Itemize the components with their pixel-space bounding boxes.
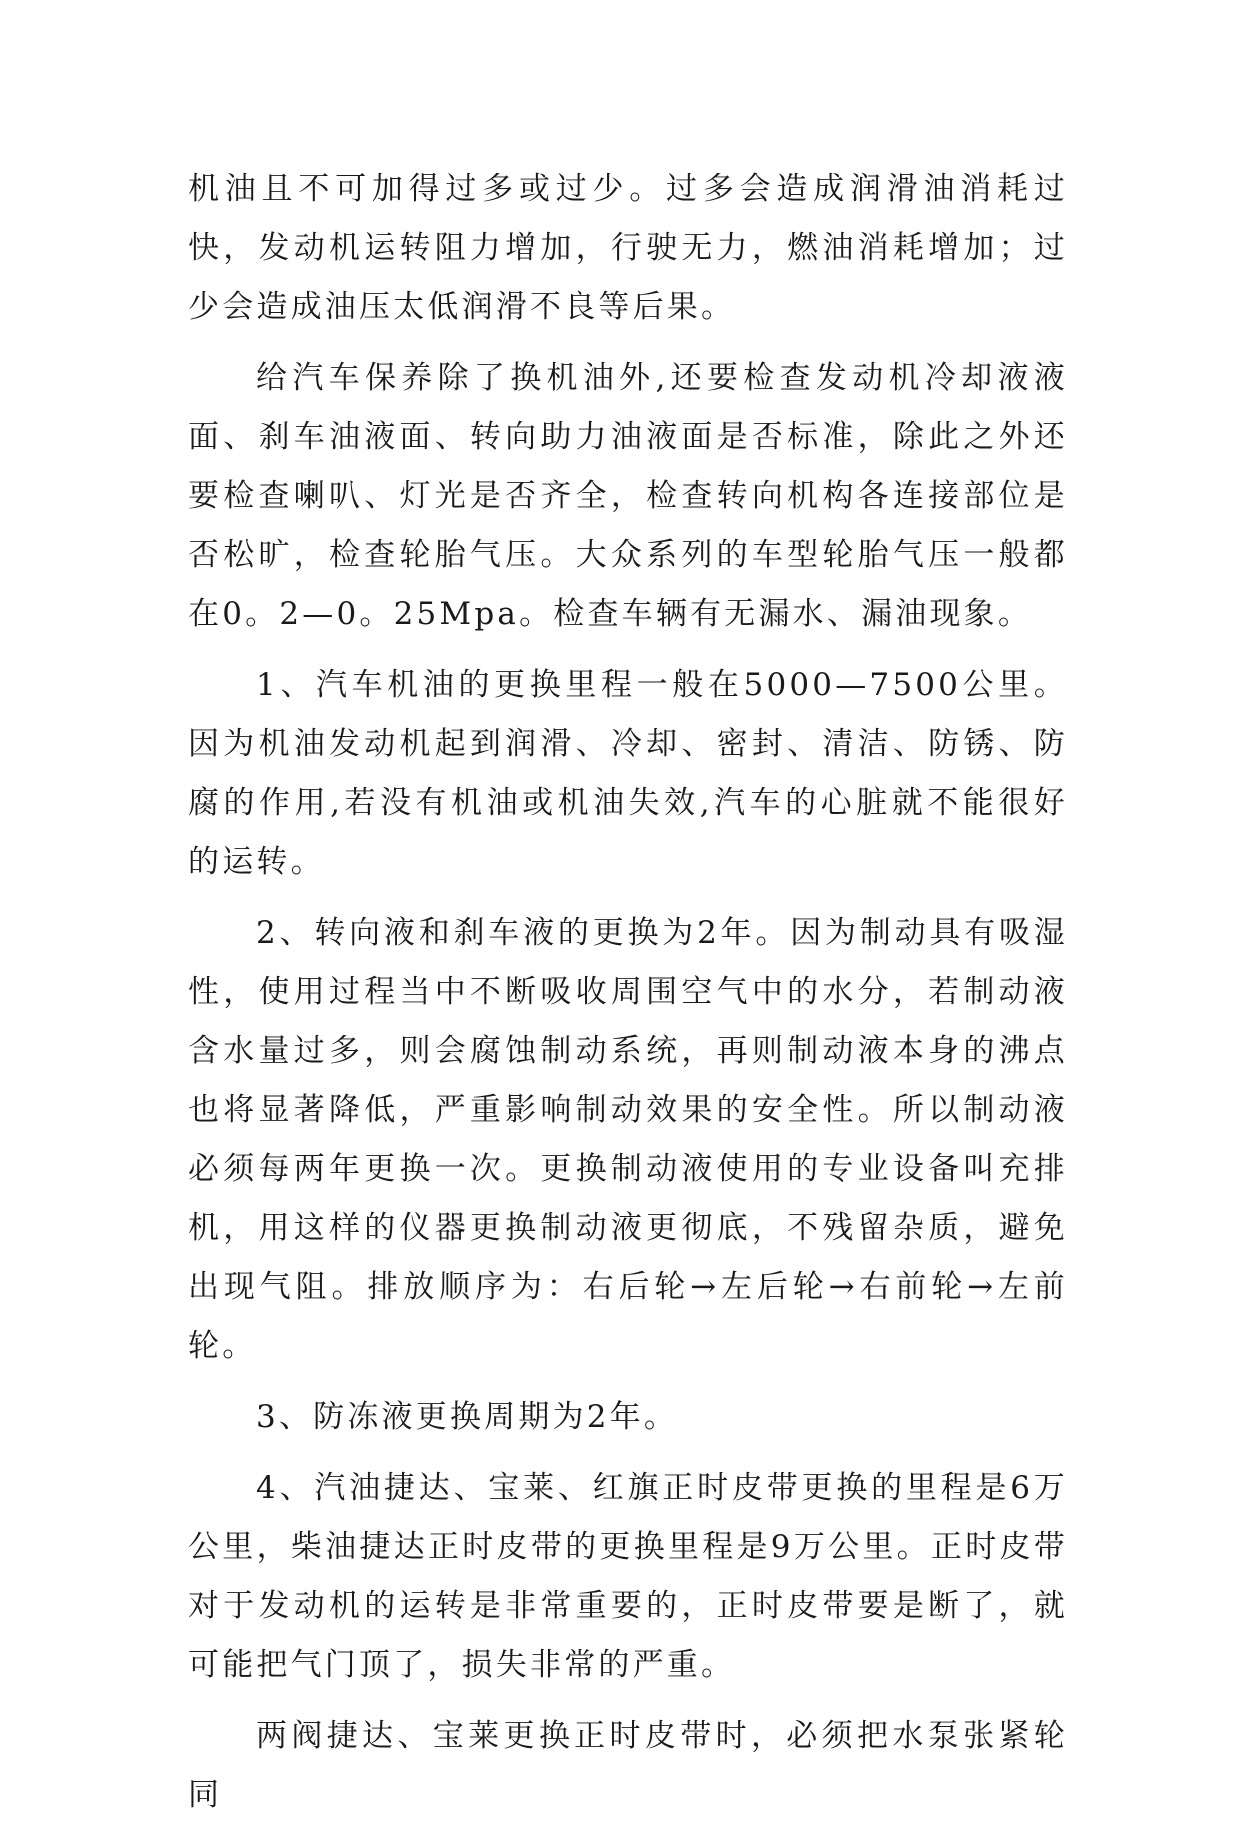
paragraph-item-3-antifreeze: 3、防冻液更换周期为2年。 [256, 1399, 679, 1435]
document-body [188, 160, 1068, 1837]
paragraph-maintenance-checks: 给汽车保养除了换机油外,还要检查发动机冷却液液面、刹车油液面、转向助力油液面是否标准，除此之外还要检查喇叭、灯光是否齐全，检查转向机构各连接部位是否松旷，检查轮胎气压。大众系列的车型轮胎气压一般都在0。2—0。25Mpa。检查车辆有无漏水、漏油现象。 [188, 360, 1068, 632]
paragraph-item-1-oil-change: 1、汽车机油的更换里程一般在5000—7500公里。因为机油发动机起到润滑、冷却、密封、清洁、防锈、防腐的作用,若没有机油或机油失效,汽车的心脏就不能很好的运转。 [188, 667, 1068, 880]
paragraph-item-2-brake-fluid: 2、转向液和刹车液的更换为2年。因为制动具有吸湿性，使用过程当中不断吸收周围空气中的水分，若制动液含水量过多，则会腐蚀制动系统，再则制动液本身的沸点也将显著降低，严重影响制动效果的安全性。所以制动液必须每两年更换一次。更换制动液使用的专业设备叫充排机，用这样的仪器更换制动液更彻底，不残留杂质，避免出现气阻。排放顺序为：右后轮→左后轮→右前轮→左前轮。 [188, 915, 1068, 1364]
paragraph-engine-oil-amount: 机油且不可加得过多或过少。过多会造成润滑油消耗过快，发动机运转阻力增加，行驶无力，燃油消耗增加；过少会造成油压太低润滑不良等后果。 [188, 171, 1068, 325]
paragraph-timing-belt-replacement: 两阀捷达、宝莱更换正时皮带时，必须把水泵张紧轮同 [188, 1718, 1068, 1813]
paragraph-item-4-timing-belt: 4、汽油捷达、宝莱、红旗正时皮带更换的里程是6万公里，柴油捷达正时皮带的更换里程是9万公里。正时皮带对于发动机的运转是非常重要的，正时皮带要是断了，就可能把气门顶了，损失非常的严重。 [188, 1470, 1068, 1683]
